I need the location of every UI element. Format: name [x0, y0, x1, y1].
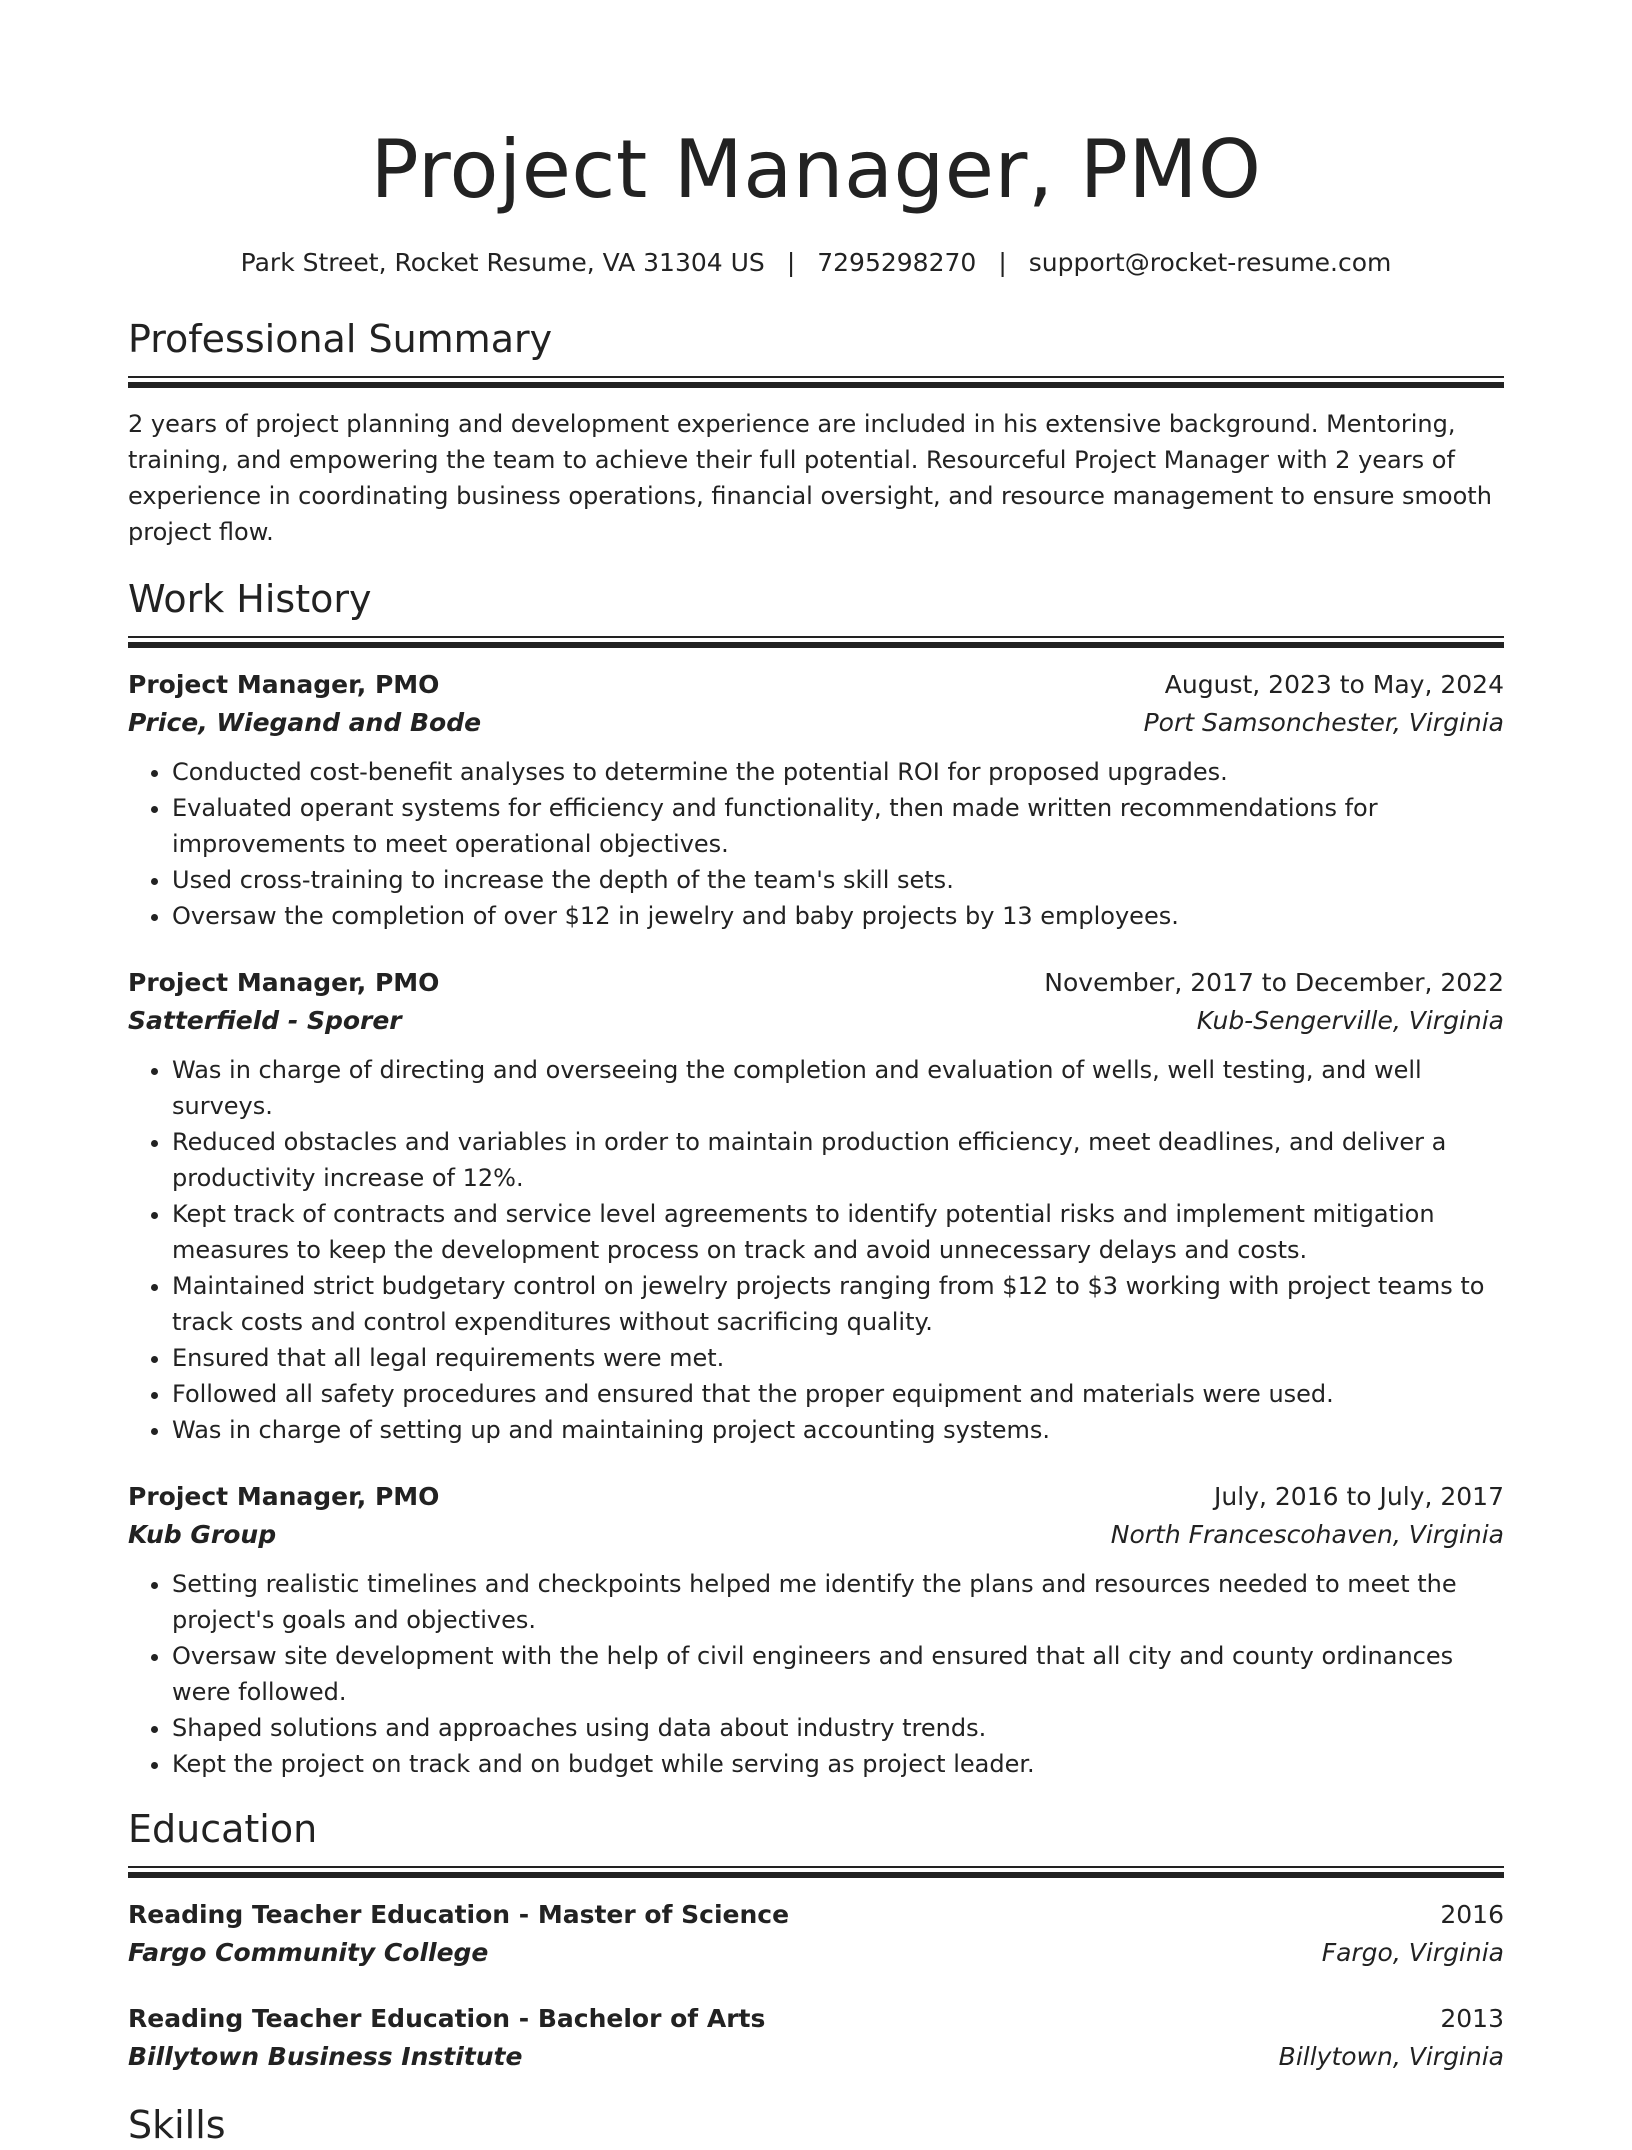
education-entry — [128, 2000, 1504, 2076]
job-location: Port Samsonchester, Virginia — [1143, 708, 1504, 737]
education-school: Billytown Business Institute — [128, 2042, 523, 2071]
contact-line — [128, 246, 1504, 280]
education-degree: Reading Teacher Education - Master of Science — [128, 1900, 790, 1929]
job-dates: August, 2023 to May, 2024 — [1164, 670, 1504, 699]
education-location: Billytown, Virginia — [1278, 2042, 1504, 2071]
job-bullet: • Used cross-training to increase the depth of the team's skill sets. — [172, 862, 1504, 898]
skills-section — [128, 2100, 1504, 2150]
job-bullet: • Reduced obstacles and variables in order to maintain production efficiency, meet deadlines, and deliver a productivity increase of 12%. — [172, 1124, 1504, 1196]
contact-phone: 7295298270 — [817, 248, 977, 277]
job-title: Project Manager, PMO — [128, 1482, 440, 1511]
job-company: Satterfield - Sporer — [128, 1006, 402, 1035]
education-degree: Reading Teacher Education - Bachelor of Arts — [128, 2004, 766, 2033]
summary-text: 2 years of project planning and development experience are included in his extensive background. Mentoring, training, and empowering the team to achieve their full potential. Resourceful Project Manager with 2 years of experience in coordinating business operations, financial oversight, and resource management to ensure smooth project flow. — [128, 410, 1492, 546]
job-bullet: • Evaluated operant systems for efficiency and functionality, then made written recommendations for improvements to meet operational objectives. — [172, 790, 1504, 862]
section-divider — [128, 376, 1504, 388]
job-bullet: • Shaped solutions and approaches using data about industry trends. — [172, 1710, 1504, 1746]
job-location: Kub-Sengerville, Virginia — [1196, 1006, 1504, 1035]
contact-separator: | — [998, 248, 1007, 277]
resume-name: Project Manager, PMO — [370, 123, 1262, 216]
job-bullet: • Kept track of contracts and service level agreements to identify potential risks and implement mitigation measures to keep the development process on track and avoid unnecessary delays and costs. — [172, 1196, 1504, 1268]
job-bullet: • Setting realistic timelines and checkpoints helped me identify the plans and resources needed to meet the project's goals and objectives. — [172, 1566, 1504, 1638]
contact-email: support@rocket-resume.com — [1028, 248, 1392, 277]
education-school: Fargo Community College — [128, 1938, 489, 1967]
contact-address: Park Street, Rocket Resume, VA 31304 US — [240, 248, 765, 277]
job-entry — [128, 964, 1504, 1448]
job-bullet: • Ensured that all legal requirements were met. — [172, 1340, 1504, 1376]
job-location: North Francescohaven, Virginia — [1110, 1520, 1504, 1549]
section-divider — [128, 636, 1504, 648]
job-dates: July, 2016 to July, 2017 — [1214, 1482, 1504, 1511]
job-bullet: • Conducted cost-benefit analyses to determine the potential ROI for proposed upgrades. — [172, 754, 1504, 790]
job-company: Price, Wiegand and Bode — [128, 708, 482, 737]
education-year: 2016 — [1440, 1900, 1504, 1929]
job-title: Project Manager, PMO — [128, 968, 440, 997]
education-location: Fargo, Virginia — [1321, 1938, 1504, 1967]
job-bullets — [128, 1052, 1504, 1448]
contact-separator: | — [786, 248, 796, 277]
job-entry — [128, 1478, 1504, 1782]
job-bullet: • Followed all safety procedures and ensured that the proper equipment and materials were used. — [172, 1376, 1504, 1412]
job-bullet: • Was in charge of setting up and maintaining project accounting systems. — [172, 1412, 1504, 1448]
job-bullet: • Kept the project on track and on budget while serving as project leader. — [172, 1746, 1504, 1782]
section-title-work: Work History — [128, 577, 372, 621]
job-dates: November, 2017 to December, 2022 — [1044, 968, 1504, 997]
education-year: 2013 — [1440, 2004, 1504, 2033]
section-title-education: Education — [128, 1807, 318, 1851]
job-bullet: • Oversaw site development with the help of civil engineers and ensured that all city and county ordinances were followed. — [172, 1638, 1504, 1710]
education-entry — [128, 1896, 1504, 1972]
summary-section — [128, 314, 1504, 550]
work-section — [128, 574, 1504, 1782]
job-bullet: • Oversaw the completion of over $12 in jewelry and baby projects by 13 employees. — [172, 898, 1504, 934]
job-title: Project Manager, PMO — [128, 670, 440, 699]
job-company: Kub Group — [128, 1520, 277, 1549]
section-divider — [128, 1866, 1504, 1878]
job-bullet: • Was in charge of directing and overseeing the completion and evaluation of wells, well testing, and well surveys. — [172, 1052, 1504, 1124]
job-bullets — [128, 1566, 1504, 1782]
education-section — [128, 1804, 1504, 2076]
job-bullets — [128, 754, 1504, 934]
job-bullet: • Maintained strict budgetary control on jewelry projects ranging from $12 to $3 working with project teams to track costs and control expenditures without sacrificing quality. — [172, 1268, 1504, 1340]
section-title-skills: Skills — [128, 2103, 226, 2147]
job-entry — [128, 666, 1504, 934]
section-title-summary: Professional Summary — [128, 317, 553, 361]
